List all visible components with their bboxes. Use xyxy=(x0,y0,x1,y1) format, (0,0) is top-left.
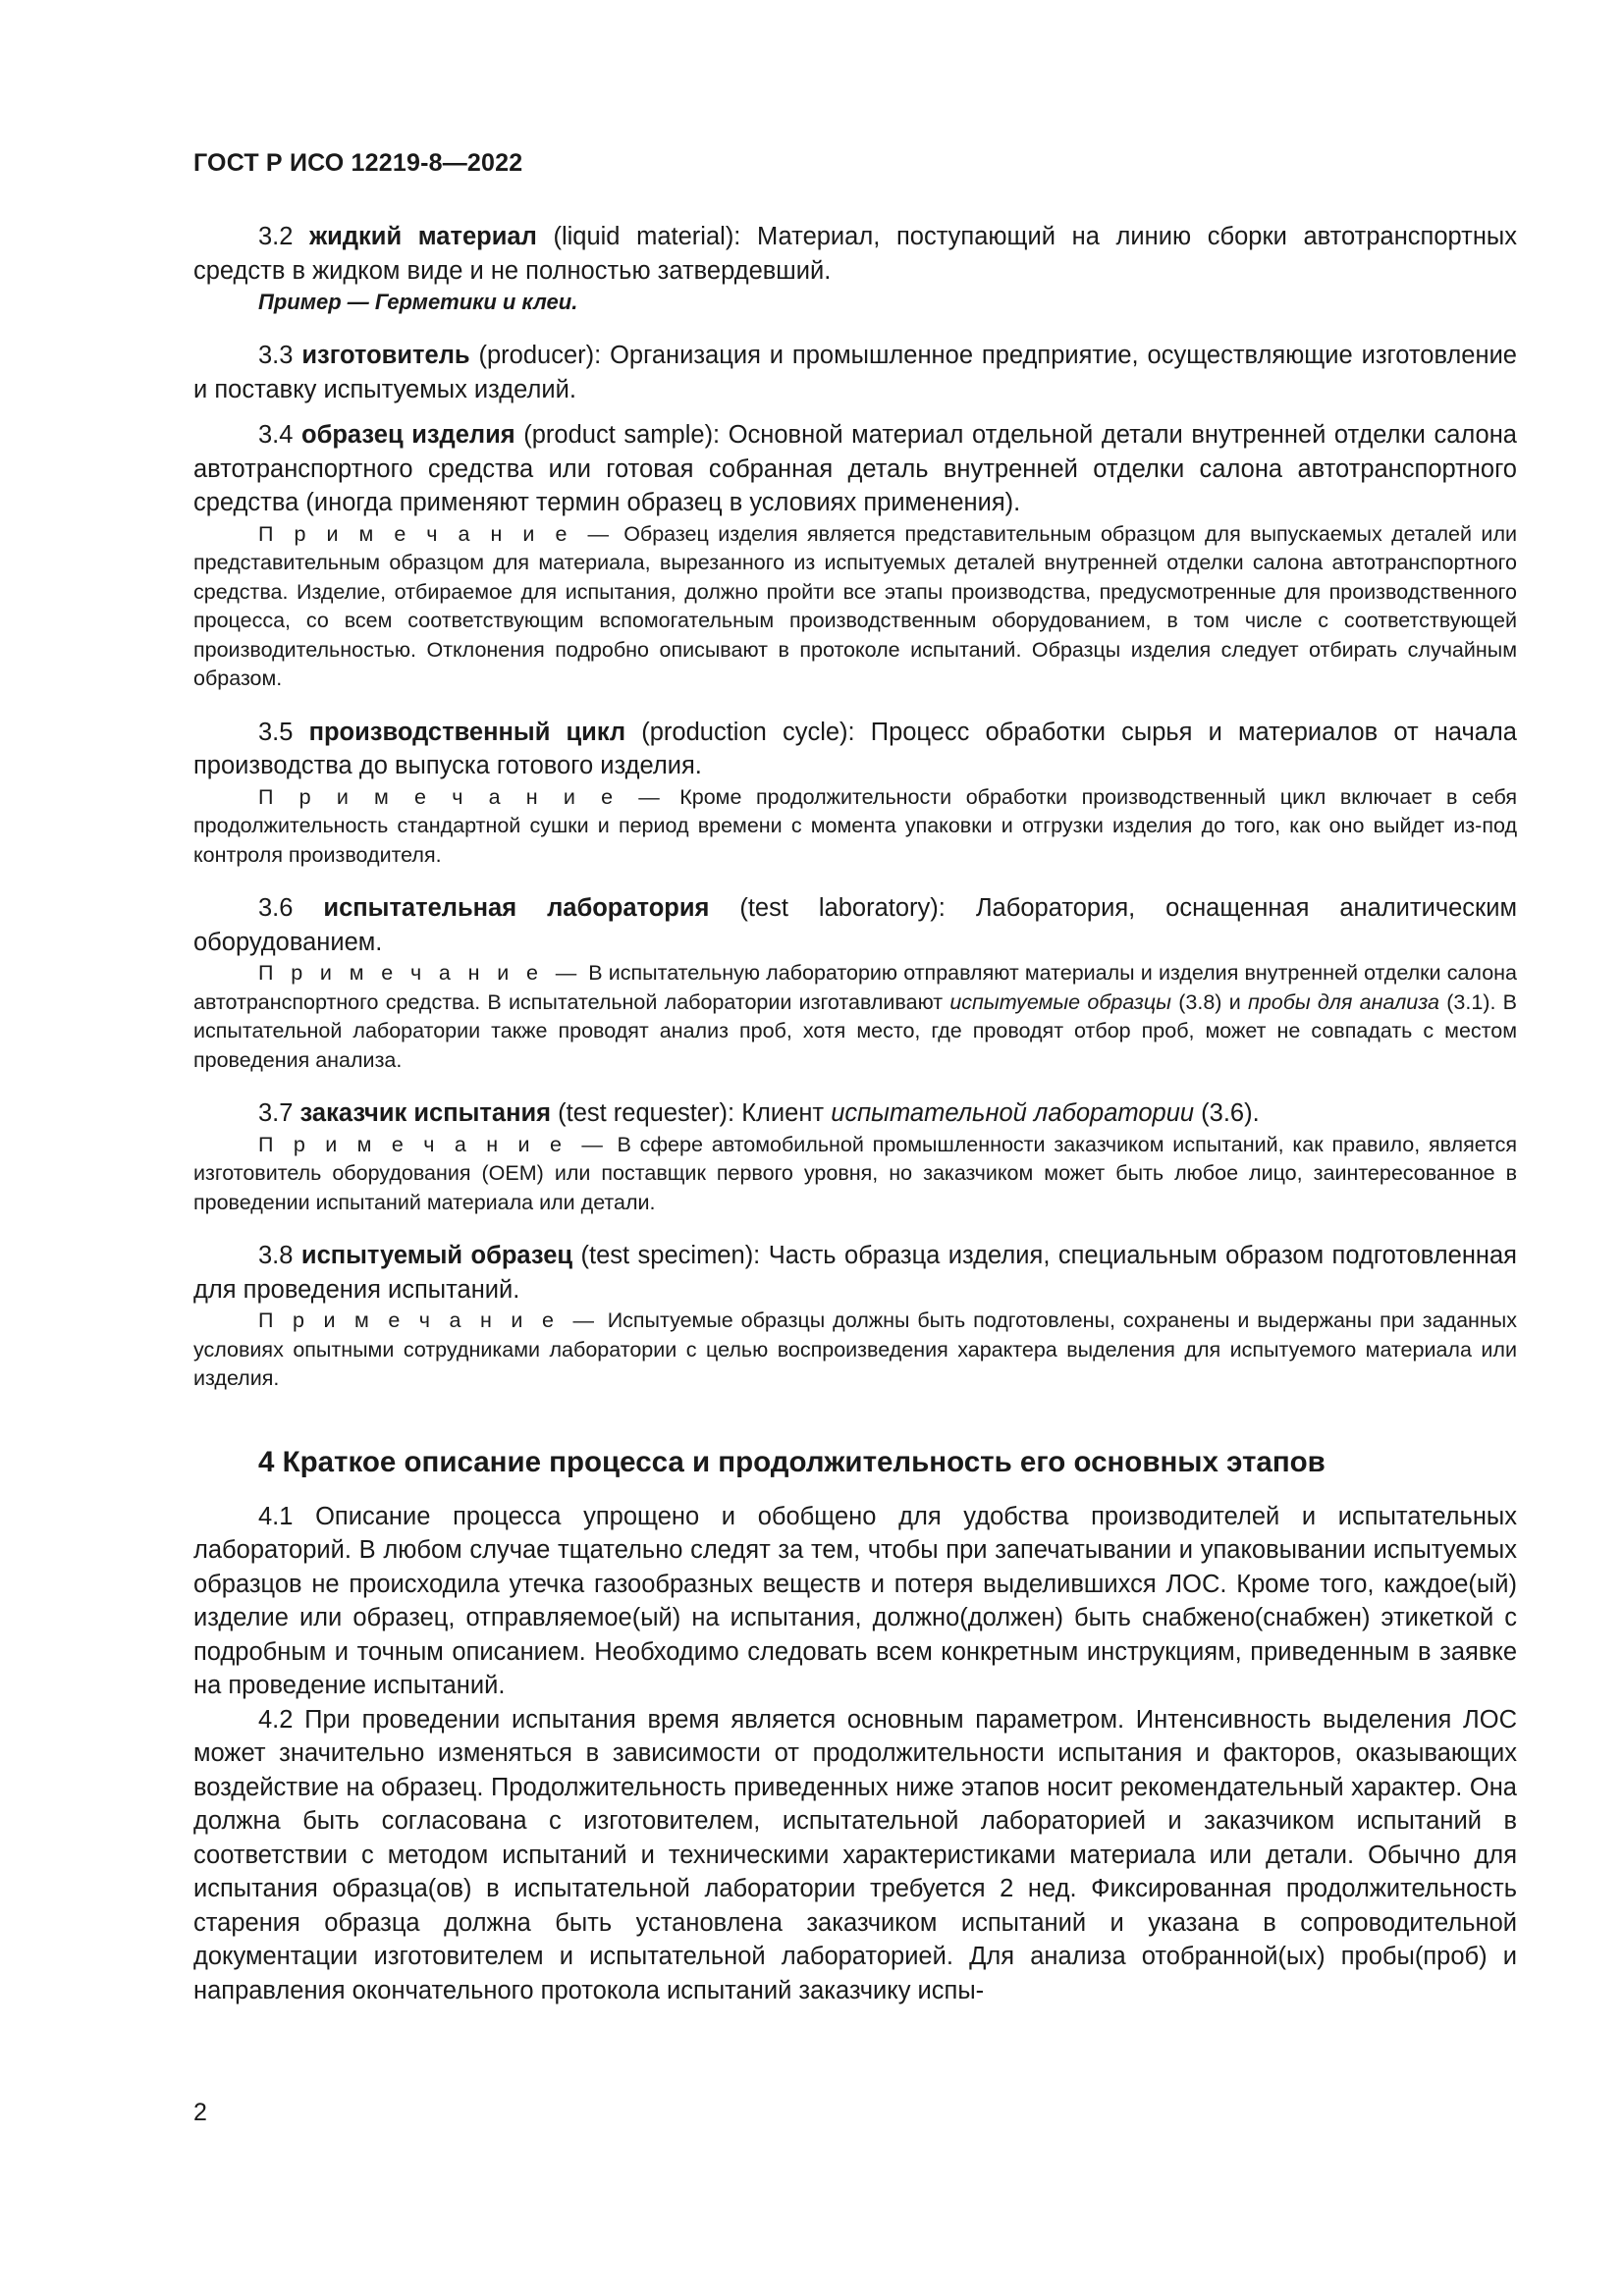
term: испытательная лаборатория xyxy=(323,894,710,922)
note-text: Испытуемые образцы должны быть подготовлены, сохранены и выдержаны при заданных условиях опытными сотрудниками лаборатории с целью воспроизведения характера выделения для испытуемого материала или изделия. xyxy=(193,1308,1517,1390)
note-text: (3.1). В испытательной лаборатории также проводят анализ проб, хотя место, где проводят отбор проб, может не совпадать с местом проведения анализа. xyxy=(193,989,1518,1072)
clause-number: 3.5 xyxy=(258,718,294,746)
definition-text: (producer): Организация и промышленное предприятие, осуществляющие изготовление и поставку испытуемых изделий. xyxy=(193,342,1517,403)
note-3-7 xyxy=(193,1131,1517,1218)
document-body xyxy=(193,220,1517,2007)
definition-3-5 xyxy=(193,716,1517,783)
clause-number: 3.3 xyxy=(258,342,294,369)
note-text: В сфере автомобильной промышленности заказчиком испытаний, как правило, является изготовитель оборудования (OEM) или поставщик первого уровня, но заказчиком может быть любое лицо, заинтересованное в проведении испытаний материала или детали. xyxy=(193,1132,1517,1214)
cross-reference: испытуемые образцы xyxy=(949,989,1171,1014)
paragraph-4-2: 4.2 При проведении испытания время является основным параметром. Интенсивность выделения ЛОС может значительно изменяться в зависимости от продолжительности испытания и факторов, оказывающих воздействие на образец. Продолжительность приведенных ниже этапов носит рекомендательный характер. Она должна быть согласована с изготовителем, испытательной лабораторией и заказчиком испытаний в соответствии с методом испытаний и техническими характеристиками материала или детали. Обычно для испытания образца(ов) в испытательной лаборатории требуется 2 нед. Фиксированная продолжительность старения образца должна быть установлена заказчиком испытаний и указана в сопроводительной документации изготовителем и испытательной лабораторией. Для анализа отобранной(ых) пробы(проб) и направления окончательного протокола испытаний заказчику испы- xyxy=(193,1705,1517,2004)
cross-reference: испытательной лаборатории xyxy=(831,1099,1195,1127)
clause-number: 3.7 xyxy=(258,1099,294,1127)
cross-reference: пробы для анализа xyxy=(1248,989,1439,1014)
note-3-8 xyxy=(193,1307,1517,1394)
definition-text: (test requester): Клиент xyxy=(558,1099,825,1127)
note-3-6 xyxy=(193,959,1517,1075)
definition-text: (product sample): Основной материал отдельной детали внутренней отделки салона автотранспортного средства или готовая собранная деталь внутренней отделки салона автотранспортного средства (иногда применяют термин образец в условиях применения). xyxy=(193,421,1517,516)
clause-number: 3.6 xyxy=(258,894,294,922)
example-3-2: Пример — Герметики и клеи. xyxy=(258,290,578,314)
term: образец изделия xyxy=(301,421,515,449)
note-label: П р и м е ч а н и е — xyxy=(258,784,666,809)
note-3-4 xyxy=(193,520,1517,694)
definition-text: (3.6). xyxy=(1201,1099,1260,1127)
note-label: П р и м е ч а н и е — xyxy=(258,961,583,985)
note-text: Образец изделия является представительным образцом для выпускаемых деталей или представительным образцом для материала, вырезанного из испытуемых деталей внутренней отделки салона автотранспортного средства. Изделие, отбираемое для испытания, должно пройти все этапы производства, предусмотренные для производственного процесса, со всем соответствующим вспомогательным производственным оборудованием, в том числе с соответствующей производительностью. Отклонения подробно описывают в протоколе испытаний. Образцы изделия следует отбирать случайным образом. xyxy=(193,521,1517,690)
definition-text: (test specimen): Часть образца изделия, специальным образом подготовленная для проведения испытаний. xyxy=(193,1242,1517,1304)
document-header: ГОСТ Р ИСО 12219-8—2022 xyxy=(193,149,523,177)
definition-3-8 xyxy=(193,1239,1517,1307)
note-text: (3.8) и xyxy=(1178,989,1241,1014)
term: жидкий материал xyxy=(309,223,537,250)
note-3-5 xyxy=(193,783,1517,871)
term: производственный цикл xyxy=(308,718,626,746)
term: испытуемый образец xyxy=(300,1242,573,1269)
term: заказчик испытания xyxy=(299,1099,552,1127)
definition-3-2 xyxy=(193,220,1517,288)
note-text: В испытательную лабораторию отправляют материалы и изделия внутренней отделки салона автотранспортного средства. В испытательной лаборатории изготавливают xyxy=(193,961,1517,1014)
note-label: П р и м е ч а н и е — xyxy=(258,521,615,546)
clause-number: 3.2 xyxy=(258,223,294,250)
note-label: П р и м е ч а н и е — xyxy=(258,1308,600,1332)
definition-3-4 xyxy=(193,418,1517,520)
note-label: П р и м е ч а н и е — xyxy=(258,1132,609,1156)
definition-text: (liquid material): Материал, поступающий на линию сборки автотранспортных средств в жидком виде и не полностью затвердевший. xyxy=(193,223,1518,285)
definition-text: (production cycle): Процесс обработки сырья и материалов от начала производства до выпуска готового изделия. xyxy=(193,718,1517,779)
definition-3-3 xyxy=(193,339,1517,406)
clause-number: 3.4 xyxy=(258,421,294,449)
definition-3-7 xyxy=(193,1096,1517,1131)
paragraph-4-1: 4.1 Описание процесса упрощено и обобщено для удобства производителей и испытательных лабораторий. В любом случае тщательно следят за тем, чтобы при запечатывании и упаковывании испытуемых образцов не происходила утечка газообразных веществ и потеря выделившихся ЛОС. Кроме того, каждое(ый) изделие или образец, отправляемое(ый) на испытания, должно(должен) быть снабжено(снабжен) этикеткой с подробным и точным описанием. Необходимо следовать всем конкретным инструкциям, приведенным в заявке на проведение испытаний. xyxy=(193,1502,1517,1699)
definition-3-6 xyxy=(193,891,1517,959)
clause-number: 3.8 xyxy=(258,1242,294,1269)
note-text: Кроме продолжительности обработки производственный цикл включает в себя продолжительность стандартной сушки и период времени с момента упаковки и отгрузки изделия до того, как оно выйдет из-под контроля производителя. xyxy=(193,784,1517,867)
page-number: 2 xyxy=(193,2099,207,2126)
term: изготовитель xyxy=(301,342,470,369)
section-heading: 4 Краткое описание процесса и продолжительность его основных этапов xyxy=(258,1445,1326,1478)
definition-text: (test laboratory): Лаборатория, оснащенная аналитическим оборудованием. xyxy=(193,894,1517,956)
